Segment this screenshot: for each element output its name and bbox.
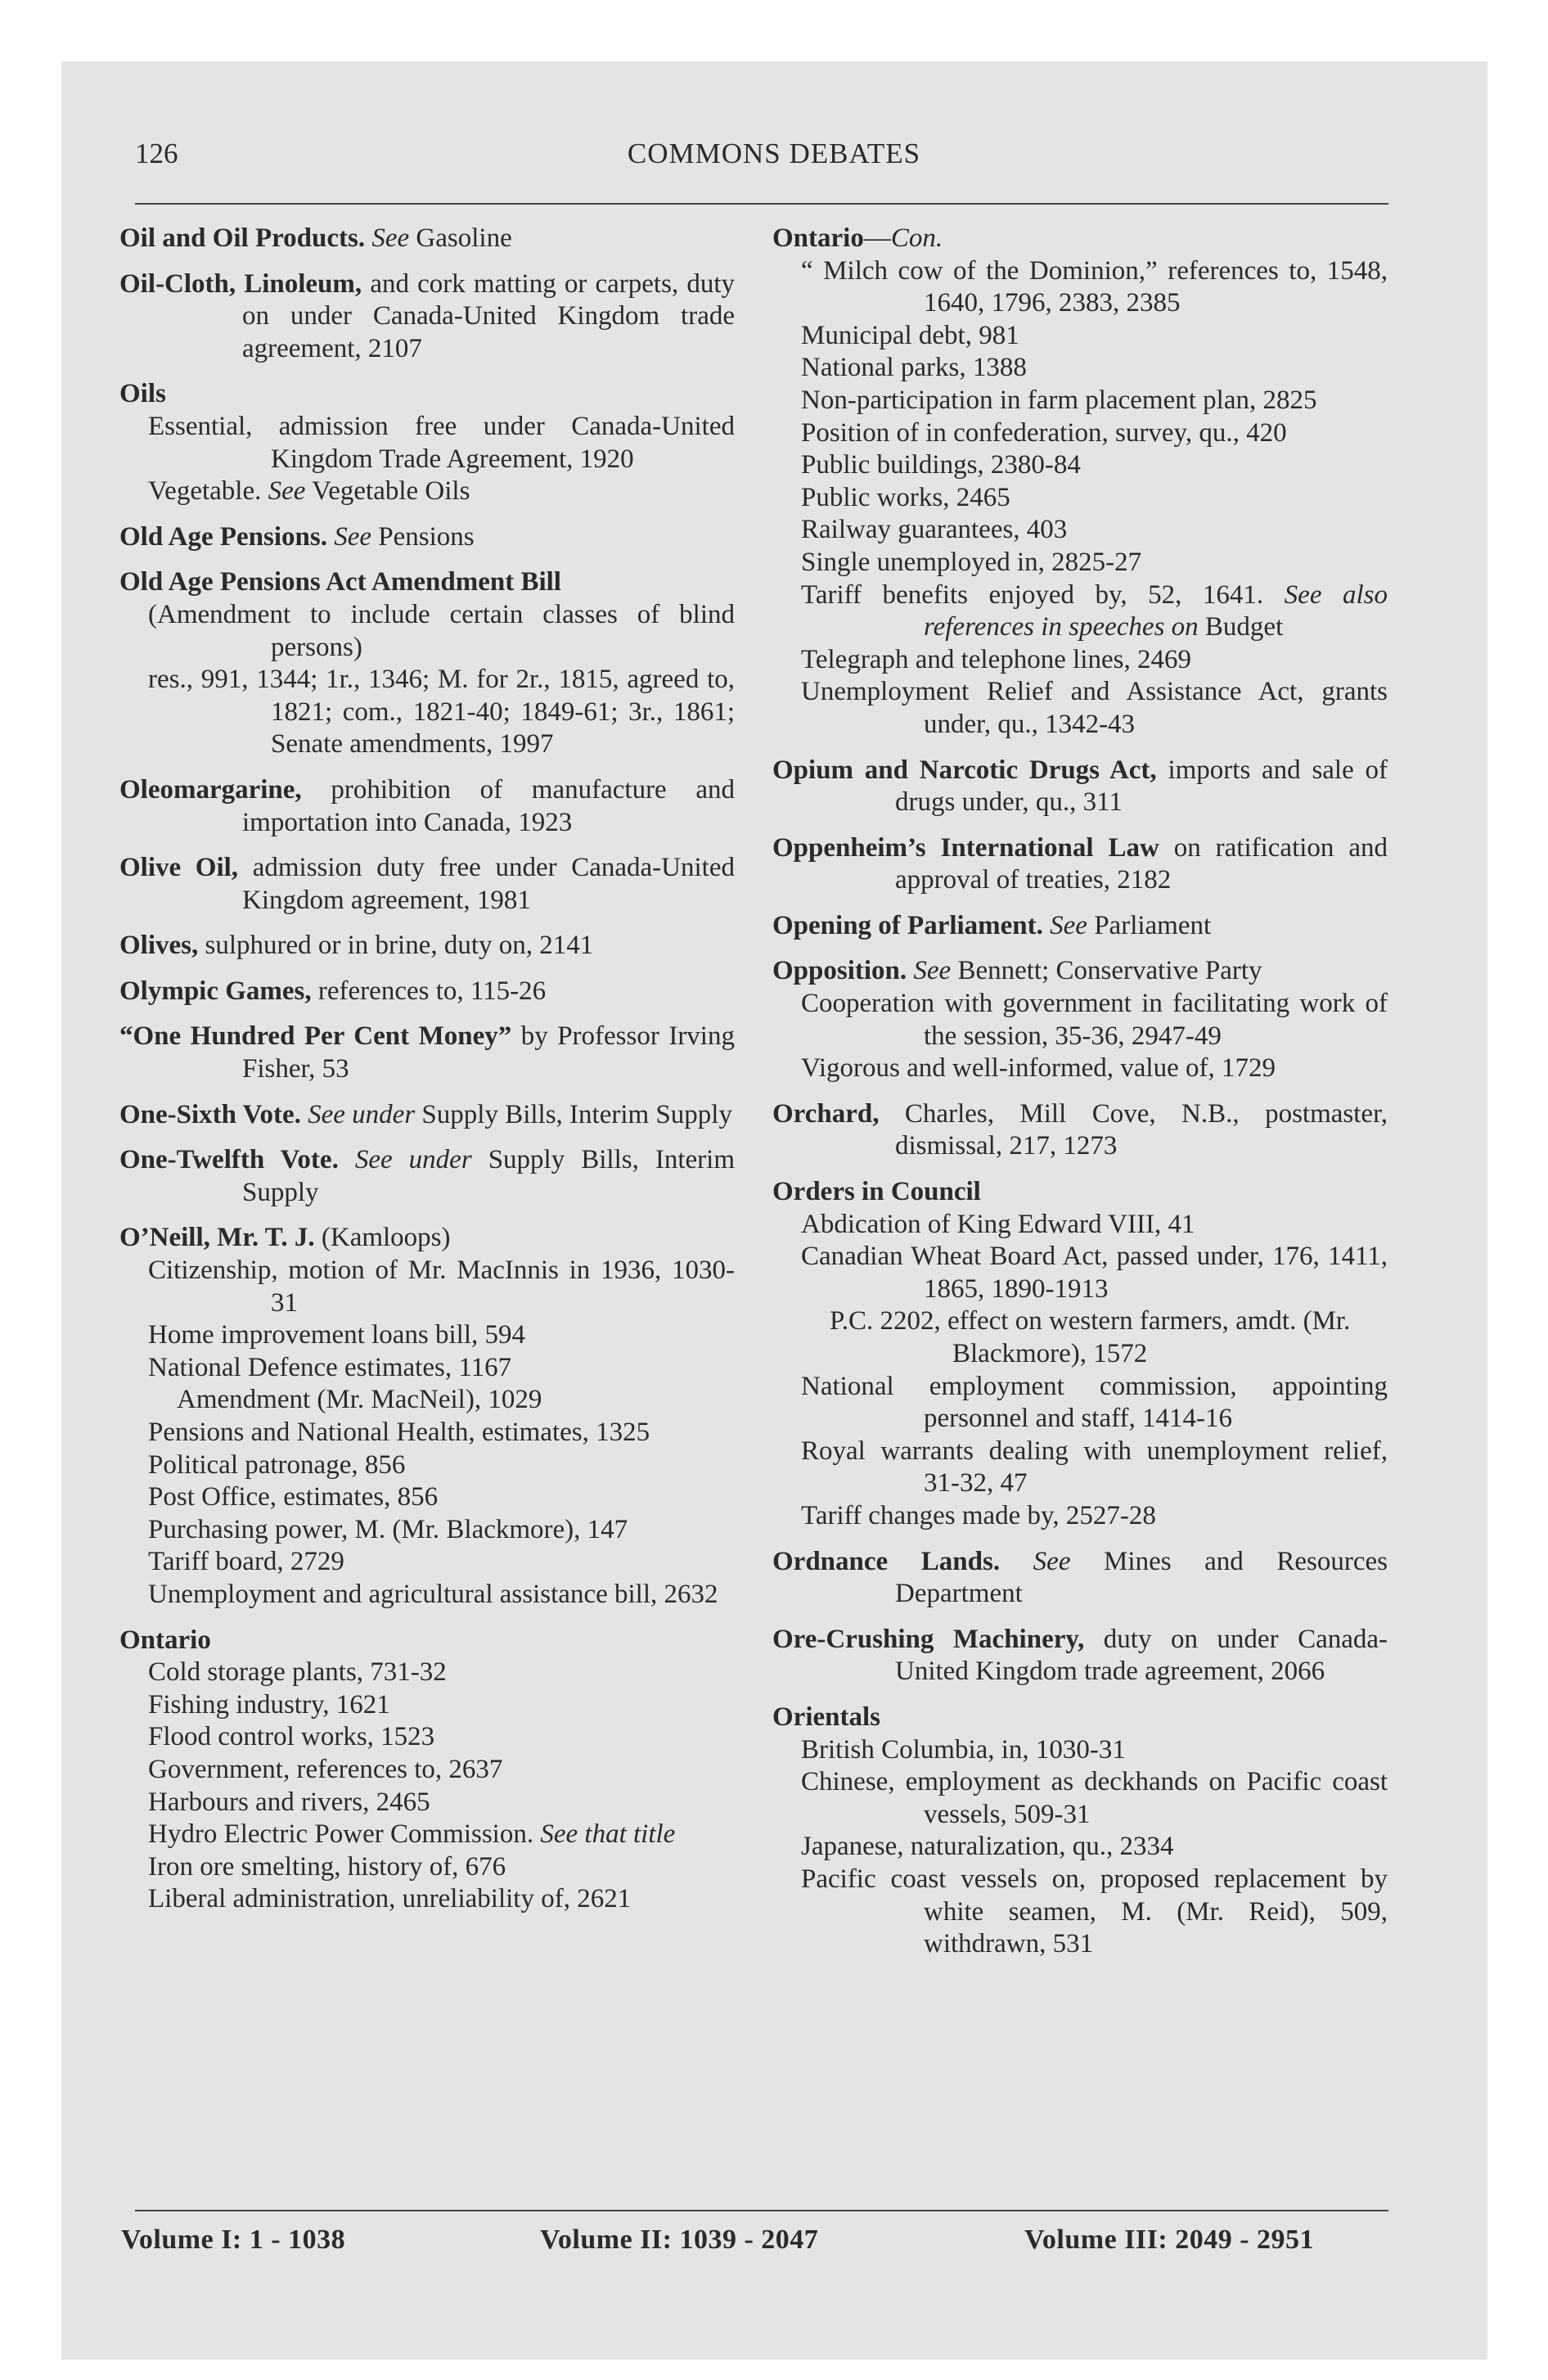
- entry-text: Oil and Oil Products.: [119, 223, 366, 253]
- entry-subheading: [119, 1787, 735, 1819]
- entry-text: See also references in speeches on: [924, 579, 1388, 642]
- entry-text: Pensions: [371, 521, 475, 552]
- index-entry: [119, 1144, 735, 1209]
- entry-text: Pacific coast vessels on, proposed replacement by white seamen, M. (Mr. Reid), 509, withdrawn, 531: [801, 1864, 1388, 1959]
- entry-heading: [119, 852, 735, 917]
- entry-subheading: [119, 1851, 735, 1884]
- entry-subheading: [772, 1500, 1388, 1533]
- entry-text: Mines and Resources Department: [895, 1546, 1388, 1609]
- entry-heading: [772, 1098, 1388, 1163]
- entry-text: Ore-Crushing Machinery,: [772, 1624, 1085, 1654]
- entry-text: Japanese, naturalization, qu., 2334: [801, 1832, 1174, 1862]
- entry-text: One-Sixth Vote.: [119, 1099, 301, 1129]
- entry-text: Opium and Narcotic Drugs Act,: [772, 755, 1157, 785]
- entry-text: Oil-Cloth, Linoleum,: [119, 268, 362, 299]
- entry-heading: [119, 521, 735, 554]
- entry-subheading: [772, 482, 1388, 515]
- entry-subheading: [772, 1831, 1388, 1864]
- index-entry: [772, 1624, 1388, 1688]
- index-entry: [772, 832, 1388, 897]
- index-entry: [772, 955, 1388, 1084]
- entry-text: “One Hundred Per Cent Money”: [119, 1021, 512, 1052]
- entry-text: Fishing industry, 1621: [148, 1689, 390, 1720]
- entry-text: Single unemployed in, 2825-27: [801, 547, 1142, 577]
- entry-subheading: [119, 664, 735, 761]
- index-entry: [119, 268, 735, 366]
- entry-subheading: [772, 644, 1388, 677]
- entry-text: Home improvement loans bill, 594: [148, 1320, 526, 1350]
- entry-text: admission duty free under Canada-United Kingdom agreement, 1981: [238, 853, 735, 915]
- entry-text: Tariff board, 2729: [148, 1547, 344, 1577]
- entry-text: Public works, 2465: [801, 482, 1010, 512]
- entry-text: Oils: [119, 379, 166, 409]
- entry-text: imports and sale of drugs under, qu., 311: [895, 755, 1388, 818]
- entry-subheading: [772, 385, 1388, 417]
- entry-text: (Kamloops): [314, 1223, 451, 1253]
- index-entry: [119, 1222, 735, 1611]
- entry-heading: [772, 1176, 1388, 1209]
- entry-heading: [772, 1624, 1388, 1688]
- entry-text: Orientals: [772, 1702, 880, 1732]
- entry-text: Chinese, employment as deckhands on Pacific coast vessels, 509-31: [801, 1767, 1388, 1829]
- entry-subheading: [119, 1449, 735, 1482]
- index-entry: [119, 223, 735, 255]
- entry-subheading: [772, 676, 1388, 741]
- entry-heading: [772, 223, 1388, 255]
- entry-text: “ Milch cow of the Dominion,” references to, 1548, 1640, 1796, 2383, 2385: [801, 255, 1388, 318]
- entry-text: Purchasing power, M. (Mr. Blackmore), 147: [148, 1514, 628, 1544]
- entry-text: Parliament: [1087, 910, 1212, 940]
- entry-heading: [772, 955, 1388, 988]
- volume-3-range: Volume III: 2049 - 2951: [1024, 2224, 1315, 2255]
- entry-subheading: [119, 1352, 735, 1385]
- page-title: COMMONS DEBATES: [627, 137, 921, 169]
- index-entry: [119, 378, 735, 507]
- entry-subheading: [772, 1371, 1388, 1436]
- entry-text: Public buildings, 2380-84: [801, 450, 1081, 480]
- entry-text: prohibition of manufacture and importation into Canada, 1923: [242, 774, 735, 837]
- entry-text: Oppenheim’s International Law: [772, 832, 1159, 863]
- entry-text: Municipal debt, 981: [801, 320, 1019, 350]
- entry-text: Old Age Pensions.: [119, 521, 327, 552]
- entry-text: Citizenship, motion of Mr. MacInnis in 1936, 1030-31: [148, 1255, 735, 1318]
- entry-subheading: [772, 1305, 1388, 1370]
- entry-text: Olympic Games,: [119, 976, 312, 1006]
- entry-text: and cork matting or carpets, duty on under Canada-United Kingdom trade agreement, 2107: [242, 268, 736, 363]
- entry-subheading: [119, 1255, 735, 1319]
- entry-text: Gasoline: [409, 223, 512, 253]
- entry-text: by Professor Irving Fisher, 53: [242, 1021, 735, 1084]
- entry-heading: [119, 566, 735, 599]
- entry-text: Cold storage plants, 731-32: [148, 1657, 447, 1688]
- entry-heading: [119, 1144, 735, 1209]
- entry-subheading: [772, 1241, 1388, 1305]
- entry-text: Political patronage, 856: [148, 1449, 406, 1480]
- entry-text: National parks, 1388: [801, 353, 1027, 383]
- entry-subheading: [119, 1579, 735, 1611]
- entry-text: Ontario: [119, 1625, 211, 1655]
- index-entry: [772, 1176, 1388, 1533]
- entry-subheading: [119, 1883, 735, 1916]
- entry-text: Vegetable.: [148, 476, 268, 507]
- entry-subheading: [119, 411, 735, 476]
- entry-subheading: [772, 417, 1388, 450]
- entry-subheading: [772, 320, 1388, 353]
- entry-subheading: [772, 1436, 1388, 1500]
- entry-subheading: [772, 1734, 1388, 1767]
- header-rule: [135, 203, 1388, 205]
- entry-text: [1043, 911, 1050, 940]
- entry-text: Amendment (Mr. MacNeil), 1029: [177, 1385, 542, 1415]
- entry-subheading: [772, 547, 1388, 579]
- entry-text: [301, 1100, 308, 1129]
- entry-heading: [119, 1625, 735, 1657]
- entry-subheading: [119, 1657, 735, 1689]
- entry-text: Cooperation with government in facilitating work of the session, 35-36, 2947-49: [801, 989, 1388, 1051]
- index-entry: [119, 1625, 735, 1916]
- entry-text: (Amendment to include certain classes of blind persons): [148, 599, 735, 662]
- entry-subheading: [772, 1864, 1388, 1961]
- entry-text: Tariff changes made by, 2527-28: [801, 1500, 1156, 1530]
- entry-text: duty on under Canada-United Kingdom trade agreement, 2066: [895, 1624, 1388, 1687]
- index-entry: [119, 852, 735, 917]
- entry-text: See: [1033, 1546, 1071, 1576]
- entry-text: British Columbia, in, 1030-31: [801, 1734, 1126, 1765]
- index-entry: [119, 1021, 735, 1085]
- index-entry: [119, 774, 735, 839]
- entry-subheading: [119, 1481, 735, 1514]
- entry-text: sulphured or in brine, duty on, 2141: [198, 931, 594, 961]
- entry-text: See that title: [540, 1819, 676, 1850]
- index-entry: [772, 1098, 1388, 1163]
- entry-text: One-Twelfth Vote.: [119, 1145, 339, 1175]
- entry-text: See under: [354, 1145, 472, 1175]
- entry-subheading: [772, 449, 1388, 482]
- entry-heading: [119, 1099, 735, 1132]
- entry-subheading: [772, 352, 1388, 385]
- entry-text: Post Office, estimates, 856: [148, 1482, 439, 1512]
- entry-subheading: [119, 599, 735, 664]
- entry-text: —: [863, 223, 891, 253]
- entry-subheading: [119, 1689, 735, 1722]
- entry-subheading: [119, 476, 735, 508]
- index-entry: [119, 976, 735, 1008]
- entry-subheading: [772, 579, 1388, 644]
- entry-text: See: [913, 956, 952, 986]
- entry-subheading: [119, 1721, 735, 1754]
- entry-text: Opposition.: [772, 956, 907, 986]
- entry-heading: [772, 1546, 1388, 1611]
- entry-text: Con.: [890, 223, 943, 253]
- volume-1-range: Volume I: 1 - 1038: [121, 2224, 346, 2255]
- entry-subheading: [772, 1766, 1388, 1831]
- entry-heading: [119, 1222, 735, 1255]
- entry-subheading: [772, 255, 1388, 320]
- index-entry: [119, 930, 735, 962]
- entry-text: See: [334, 521, 372, 552]
- entry-text: Supply Bills, Interim Supply: [415, 1099, 732, 1129]
- footer-rule: [135, 2210, 1388, 2211]
- entry-heading: [772, 755, 1388, 819]
- entry-text: Charles, Mill Cove, N.B., postmaster, dismissal, 217, 1273: [879, 1098, 1388, 1161]
- entry-text: Tariff benefits enjoyed by, 52, 1641.: [801, 579, 1285, 610]
- entry-text: Oleomargarine,: [119, 774, 302, 805]
- index-column-left: [119, 223, 735, 1929]
- entry-text: Ordnance Lands.: [772, 1546, 1001, 1576]
- entry-text: Railway guarantees, 403: [801, 515, 1068, 545]
- entry-text: Telegraph and telephone lines, 2469: [801, 644, 1191, 674]
- entry-text: Essential, admission free under Canada-United Kingdom Trade Agreement, 1920: [148, 411, 735, 474]
- entry-text: Ontario: [772, 223, 864, 253]
- entry-text: on ratification and approval of treaties, 2182: [895, 832, 1388, 895]
- entry-text: Olive Oil,: [119, 853, 239, 883]
- entry-text: Flood control works, 1523: [148, 1722, 435, 1752]
- entry-text: Position of in confederation, survey, qu., 420: [801, 417, 1287, 448]
- entry-heading: [119, 774, 735, 839]
- entry-text: [339, 1145, 355, 1174]
- entry-text: Liberal administration, unreliability of, 2621: [148, 1884, 632, 1914]
- entry-text: See under: [308, 1099, 416, 1129]
- entry-text: Pensions and National Health, estimates, 1325: [148, 1418, 650, 1447]
- entry-text: Budget: [1198, 612, 1284, 642]
- entry-subheading: [119, 1754, 735, 1787]
- entry-subheading: [119, 1319, 735, 1352]
- entry-text: Harbours and rivers, 2465: [148, 1787, 430, 1817]
- entry-subheading: [119, 1417, 735, 1449]
- entry-text: [327, 522, 334, 552]
- entry-heading: [119, 930, 735, 962]
- entry-text: National Defence estimates, 1167: [148, 1352, 512, 1382]
- entry-text: Olives,: [119, 931, 199, 961]
- index-entry: [119, 1099, 735, 1132]
- entry-text: Hydro Electric Power Commission.: [148, 1819, 541, 1850]
- entry-text: National employment commission, appointing personnel and staff, 1414-16: [801, 1371, 1388, 1434]
- entry-heading: [119, 268, 735, 366]
- entry-text: Opening of Parliament.: [772, 910, 1043, 940]
- entry-subheading: [119, 1514, 735, 1547]
- entry-text: Bennett; Conservative Party: [951, 956, 1262, 986]
- entry-text: Old Age Pensions Act Amendment Bill: [119, 567, 561, 597]
- entry-text: Orders in Council: [772, 1177, 981, 1207]
- entry-text: Unemployment and agricultural assistance bill, 2632: [148, 1579, 718, 1609]
- entry-text: Vigorous and well-informed, value of, 1729: [801, 1053, 1276, 1084]
- entry-heading: [119, 378, 735, 411]
- entry-text: Vegetable Oils: [305, 476, 470, 507]
- entry-subheading: [119, 1546, 735, 1579]
- entry-subheading: [119, 1819, 735, 1851]
- entry-text: Royal warrants dealing with unemployment relief, 31-32, 47: [801, 1436, 1388, 1499]
- index-entry: [772, 223, 1388, 741]
- entry-subheading: [119, 1384, 735, 1417]
- entry-text: See: [371, 223, 410, 253]
- index-entry: [772, 910, 1388, 943]
- entry-text: Supply Bills, Interim Supply: [242, 1145, 736, 1207]
- entry-subheading: [772, 1053, 1388, 1085]
- entry-heading: [772, 1702, 1388, 1734]
- entry-subheading: [772, 988, 1388, 1053]
- entry-text: Non-participation in farm placement plan, 2825: [801, 385, 1317, 415]
- entry-text: [1000, 1547, 1033, 1576]
- entry-text: references to, 115-26: [311, 976, 547, 1006]
- page-number: 126: [135, 137, 178, 169]
- index-entry: [119, 566, 735, 761]
- entry-text: Iron ore smelting, history of, 676: [148, 1851, 506, 1882]
- entry-heading: [772, 910, 1388, 943]
- entry-text: See: [1050, 910, 1087, 940]
- entry-text: See: [268, 476, 306, 507]
- entry-heading: [772, 832, 1388, 897]
- entry-text: Canadian Wheat Board Act, passed under, 176, 1411, 1865, 1890-1913: [801, 1242, 1388, 1304]
- index-entry: [772, 1546, 1388, 1611]
- entry-subheading: [772, 514, 1388, 547]
- index-entry: [772, 1702, 1388, 1961]
- index-entry: [119, 521, 735, 554]
- volume-2-range: Volume II: 1039 - 2047: [540, 2224, 819, 2255]
- entry-heading: [119, 1021, 735, 1085]
- entry-text: Orchard,: [772, 1098, 880, 1129]
- index-column-right: [772, 223, 1388, 1974]
- entry-heading: [119, 223, 735, 255]
- entry-text: Government, references to, 2637: [148, 1754, 503, 1784]
- entry-text: O’Neill, Mr. T. J.: [119, 1223, 315, 1253]
- entry-text: Abdication of King Edward VIII, 41: [801, 1209, 1195, 1239]
- entry-text: Unemployment Relief and Assistance Act, grants under, qu., 1342-43: [801, 677, 1388, 739]
- index-entry: [772, 755, 1388, 819]
- entry-text: res., 991, 1344; 1r., 1346; M. for 2r., 1815, agreed to, 1821; com., 1821-40; 1849-61; 3r., 1861; Senate amendments, 1997: [148, 665, 735, 760]
- entry-heading: [119, 976, 735, 1008]
- entry-subheading: [772, 1209, 1388, 1242]
- entry-text: P.C. 2202, effect on western farmers, amdt. (Mr. Blackmore), 1572: [830, 1306, 1351, 1368]
